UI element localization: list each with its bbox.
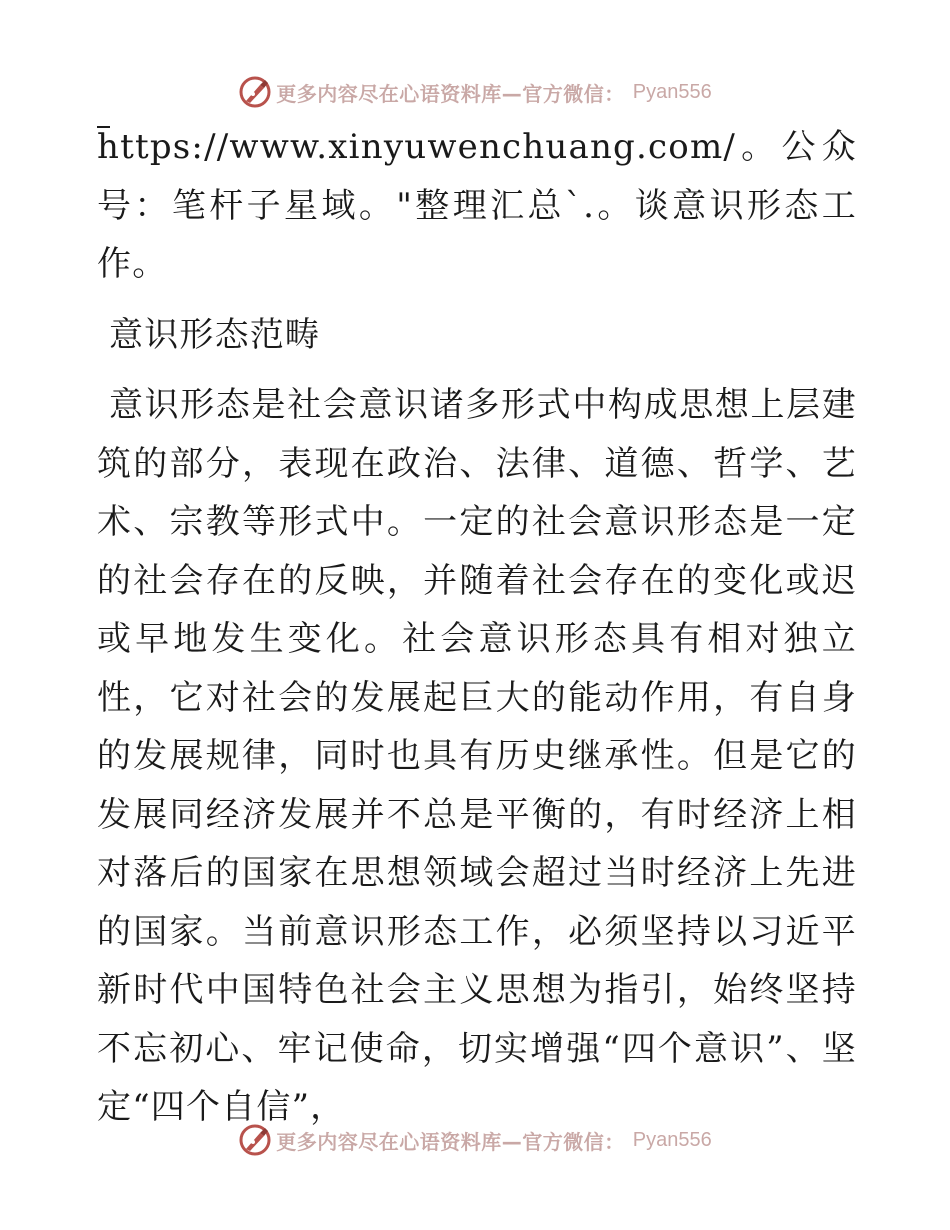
banner-wechat-id: Pyan556: [632, 1128, 712, 1151]
header-banner: [0, 70, 950, 114]
body-paragraph: 意识形态是社会意识诸多形式中构成思想上层建筑的部分，表现在政治、法律、道德、哲学、艺术、宗教等形式中。一定的社会意识形态是一定的社会存在的反映，并随着社会存在的变化或迟或早地发生变化。社会意识形态具有相对独立性，它对社会的发展起巨大的能动作用，有自身的发展规律，同时也具有历史继承性。但是它的发展同经济发展并不总是平衡的，有时经济上相对落后的国家在思想领域会超过当时经济上先进的国家。当前意识形态工作，必须坚持以习近平新时代中国特色社会主义思想为指引，始终坚持不忘初心、牢记使命，切实增强“四个意识”、坚定“四个自信”，: [97, 385, 857, 1127]
banner-text: 更多内容尽在心语资料库—官方微信：: [276, 1129, 625, 1154]
banner-text: 更多内容尽在心语资料库—官方微信：: [276, 81, 625, 106]
section-heading: 意识形态范畴: [109, 314, 321, 355]
pen-logo-icon: [238, 75, 272, 109]
document-body: [97, 118, 857, 1137]
pen-logo-icon: [238, 1123, 272, 1157]
intro-paragraph: https://www.xinyuwenchuang.com/。公众号：笔杆子星域。"整理汇总`.。谈意识形态工作。: [97, 127, 857, 284]
footer-banner: [0, 1118, 950, 1162]
banner-wechat-id: Pyan556: [632, 80, 712, 103]
